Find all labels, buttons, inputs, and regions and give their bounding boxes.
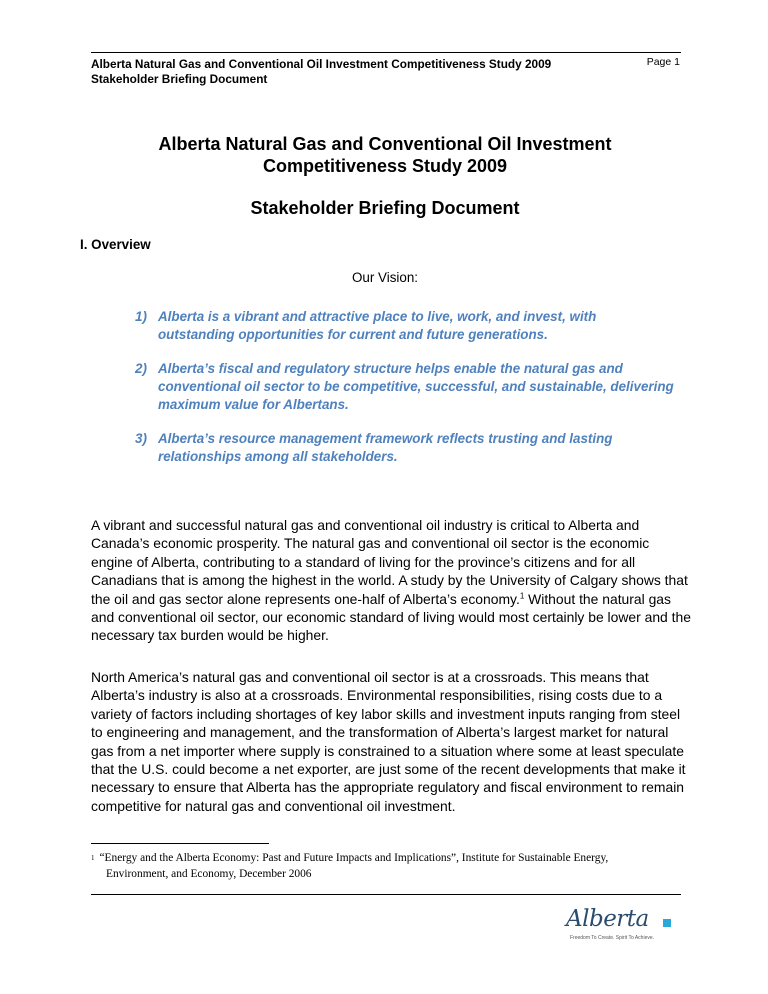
body-paragraph-2 bbox=[91, 668, 691, 815]
vision-item-number: 1) bbox=[135, 309, 147, 324]
vision-item-number: 2) bbox=[135, 361, 147, 376]
vision-item-text: Alberta’s fiscal and regulatory structure helps enable the natural gas and conventional oil sector to be competitive, successful, and sustainable, delivering maximum value for Albertans. bbox=[158, 361, 674, 412]
alberta-logo bbox=[566, 906, 678, 946]
alberta-logo-tagline: Freedom To Create. Spirit To Achieve. bbox=[570, 935, 655, 941]
header-study-title: Alberta Natural Gas and Conventional Oil Investment Competitiveness Study 2009 bbox=[91, 57, 552, 71]
paragraph-text: North America’s natural gas and conventional oil sector is at a crossroads. This means that Alberta’s industry is also at a crossroads. Environmental responsibilities, rising costs due to a variety of factors including shortages of key labor skills and investment inputs ranging from steel to engineering and management, and the transformation of Alberta’s largest market for natural gas from a net importer where supply is constrained to a situation where some at least speculate that the U.S. could become a net exporter, are just some of the recent developments that make it necessary to ensure that Alberta has the appropriate regulatory and fiscal environment to remain competitive for natural gas and conventional oil investment. bbox=[91, 669, 686, 814]
document-title-line-1: Alberta Natural Gas and Conventional Oil Investment bbox=[158, 134, 612, 154]
body-paragraph-1 bbox=[91, 516, 691, 645]
section-heading-overview: I. Overview bbox=[80, 237, 151, 252]
vision-item-2 bbox=[135, 360, 675, 414]
footnote-separator bbox=[91, 843, 269, 844]
footnote-mark: 1 bbox=[91, 854, 95, 862]
page-number: Page 1 bbox=[646, 56, 680, 68]
header-top-rule bbox=[91, 52, 681, 53]
header-document-type: Stakeholder Briefing Document bbox=[91, 72, 268, 86]
vision-item-number: 3) bbox=[135, 431, 147, 446]
paragraph-text: A vibrant and successful natural gas and conventional oil industry is critical to Alberta and Canada’s economic prosperity. The natural gas and conventional oil sector is the economic engine of Alberta, contributing to a standard of living for the province’s citizens and for all Canadians that is among the highest in the world. A study by the University of Calgary shows that the oil and gas sector alone represents one-half of Alberta’s economy. bbox=[91, 517, 688, 607]
paragraph-text-continued: Without the natural gas and conventional oil sector, our economic standard of living would most certainly be lower and the necessary tax burden would be higher. bbox=[91, 590, 691, 644]
vision-label: Our Vision: bbox=[352, 270, 418, 285]
document-title-line-2: Competitiveness Study 2009 bbox=[262, 156, 508, 176]
document-subtitle: Stakeholder Briefing Document bbox=[250, 198, 520, 218]
alberta-logo-wordmark: Alberta bbox=[566, 906, 649, 932]
footnote-text: “Energy and the Alberta Economy: Past and Future Impacts and Implications”, Institute for Sustainable Energy, bbox=[99, 852, 609, 864]
footnote bbox=[91, 850, 691, 882]
footnote-text-continued: Environment, and Economy, December 2006 bbox=[106, 868, 312, 880]
vision-item-1 bbox=[135, 308, 675, 344]
vision-item-text: Alberta is a vibrant and attractive place to live, work, and invest, with outstanding opportunities for current and future generations. bbox=[158, 309, 597, 342]
vision-item-text: Alberta’s resource management framework reflects trusting and lasting relationships among all stakeholders. bbox=[158, 431, 613, 464]
vision-item-3 bbox=[135, 430, 675, 466]
footer-rule bbox=[91, 894, 681, 895]
footnote-reference: 1 bbox=[519, 591, 525, 600]
logo-square-icon bbox=[663, 919, 671, 927]
